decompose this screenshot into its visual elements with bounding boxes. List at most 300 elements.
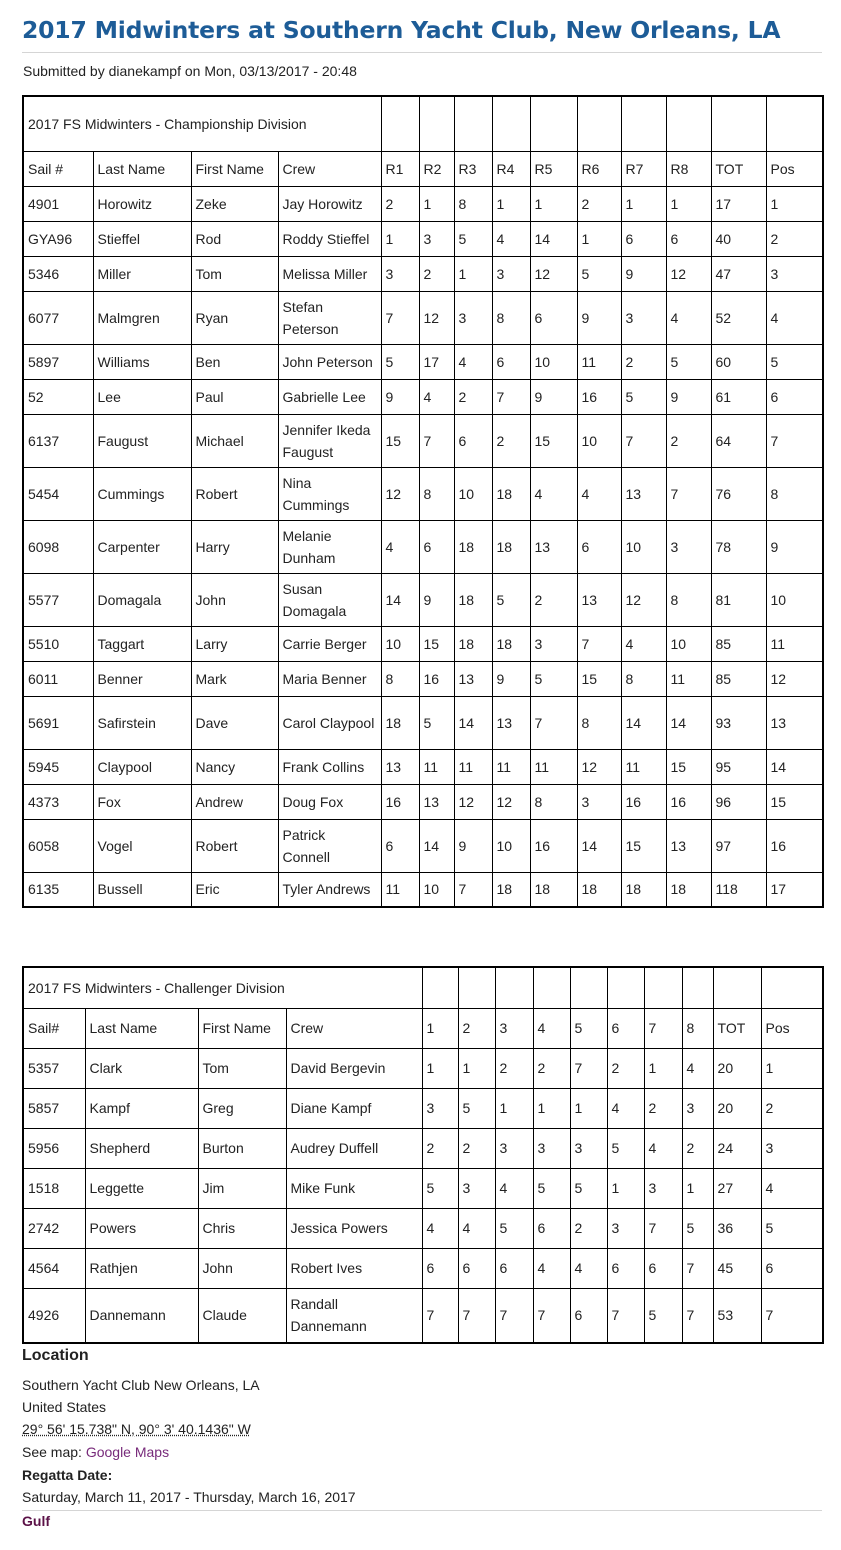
result-cell: Taggart	[93, 626, 191, 661]
result-cell: 8	[381, 661, 419, 696]
result-cell: Robert	[191, 819, 278, 872]
result-cell: Chris	[198, 1208, 286, 1248]
result-cell: Williams	[93, 344, 191, 379]
result-cell: 36	[713, 1208, 761, 1248]
empty-caption-cell	[454, 96, 492, 151]
regatta-date-label: Regatta Date:	[22, 1467, 113, 1483]
result-cell: 2	[381, 186, 419, 221]
result-cell: 81	[711, 573, 766, 626]
result-cell: Burton	[198, 1128, 286, 1168]
result-cell: 18	[454, 520, 492, 573]
result-cell: 6011	[23, 661, 93, 696]
result-cell: 6	[577, 520, 621, 573]
result-cell: 4373	[23, 784, 93, 819]
result-cell: Patrick Connell	[278, 819, 381, 872]
empty-caption-cell	[422, 967, 458, 1008]
result-cell: Leggette	[85, 1168, 198, 1208]
division-caption: 2017 FS Midwinters - Championship Division	[23, 96, 381, 151]
result-row	[23, 414, 823, 467]
result-cell: Larry	[191, 626, 278, 661]
result-cell: 12	[621, 573, 666, 626]
result-cell: 4564	[23, 1248, 85, 1288]
result-cell: 10	[492, 819, 530, 872]
empty-caption-cell	[533, 967, 570, 1008]
result-cell: Horowitz	[93, 186, 191, 221]
result-cell: John Peterson	[278, 344, 381, 379]
result-cell: 2	[422, 1128, 458, 1168]
result-cell: 6058	[23, 819, 93, 872]
column-header: R3	[454, 151, 492, 186]
result-cell: 17	[766, 872, 823, 907]
result-cell: 13	[577, 573, 621, 626]
result-cell: Kampf	[85, 1088, 198, 1128]
result-cell: 6	[644, 1248, 682, 1288]
result-cell: Stefan Peterson	[278, 291, 381, 344]
column-header: 6	[607, 1008, 644, 1048]
result-cell: 6	[492, 344, 530, 379]
result-cell: 5	[766, 344, 823, 379]
header-row	[23, 1008, 823, 1048]
column-header: 1	[422, 1008, 458, 1048]
result-cell: Audrey Duffell	[286, 1128, 422, 1168]
empty-caption-cell	[458, 967, 495, 1008]
result-cell: 20	[713, 1048, 761, 1088]
result-cell: 7	[682, 1248, 713, 1288]
result-row	[23, 1088, 823, 1128]
result-cell: 18	[666, 872, 711, 907]
column-header: Pos	[761, 1008, 823, 1048]
result-cell: 1	[644, 1048, 682, 1088]
result-cell: 13	[419, 784, 454, 819]
result-cell: 6	[381, 819, 419, 872]
result-cell: 96	[711, 784, 766, 819]
result-cell: 6	[607, 1248, 644, 1288]
result-cell: 4	[607, 1088, 644, 1128]
result-cell: 11	[419, 749, 454, 784]
result-cell: 20	[713, 1088, 761, 1128]
result-cell: 6137	[23, 414, 93, 467]
result-cell: 3	[570, 1128, 607, 1168]
division-caption-row	[23, 967, 823, 1008]
result-cell: 6	[621, 221, 666, 256]
result-cell: Maria Benner	[278, 661, 381, 696]
result-cell: 61	[711, 379, 766, 414]
result-cell: 16	[666, 784, 711, 819]
result-cell: 5691	[23, 696, 93, 749]
result-cell: 2	[419, 256, 454, 291]
result-cell: 7	[492, 379, 530, 414]
result-cell: 2	[530, 573, 577, 626]
result-cell: 7	[495, 1288, 533, 1343]
result-cell: 6	[530, 291, 577, 344]
division-caption: 2017 FS Midwinters - Challenger Division	[23, 967, 422, 1008]
see-map-line	[22, 1444, 169, 1460]
result-cell: 17	[711, 186, 766, 221]
result-cell: 1	[381, 221, 419, 256]
result-cell: 2	[458, 1128, 495, 1168]
result-cell: 4	[577, 467, 621, 520]
result-cell: 8	[530, 784, 577, 819]
result-cell: Diane Kampf	[286, 1088, 422, 1128]
result-cell: 9	[492, 661, 530, 696]
column-header: R2	[419, 151, 454, 186]
result-cell: Susan Domagala	[278, 573, 381, 626]
result-cell: 4	[644, 1128, 682, 1168]
result-cell: 18	[621, 872, 666, 907]
empty-caption-cell	[621, 96, 666, 151]
result-cell: 1	[761, 1048, 823, 1088]
result-cell: 4	[454, 344, 492, 379]
result-cell: 1	[533, 1088, 570, 1128]
result-cell: 6	[570, 1288, 607, 1343]
result-cell: 12	[577, 749, 621, 784]
result-cell: 78	[711, 520, 766, 573]
result-cell: 16	[766, 819, 823, 872]
result-cell: Tom	[191, 256, 278, 291]
column-header: First Name	[198, 1008, 286, 1048]
result-cell: 6	[458, 1248, 495, 1288]
result-cell: 3	[419, 221, 454, 256]
result-cell: 1	[682, 1168, 713, 1208]
result-cell: 3	[492, 256, 530, 291]
result-cell: 11	[381, 872, 419, 907]
result-row	[23, 256, 823, 291]
result-cell: David Bergevin	[286, 1048, 422, 1088]
result-cell: 15	[530, 414, 577, 467]
result-cell: Harry	[191, 520, 278, 573]
result-cell: 4901	[23, 186, 93, 221]
column-header: R8	[666, 151, 711, 186]
result-cell: 16	[530, 819, 577, 872]
result-row	[23, 291, 823, 344]
result-cell: 11	[530, 749, 577, 784]
result-cell: 5945	[23, 749, 93, 784]
result-cell: 97	[711, 819, 766, 872]
submitted-byline: Submitted by dianekampf on Mon, 03/13/2017 - 20:48	[23, 63, 357, 79]
result-cell: Robert Ives	[286, 1248, 422, 1288]
column-header: R7	[621, 151, 666, 186]
result-cell: 4	[666, 291, 711, 344]
result-cell: Andrew	[191, 784, 278, 819]
result-cell: 7	[607, 1288, 644, 1343]
result-cell: 10	[621, 520, 666, 573]
result-cell: 5357	[23, 1048, 85, 1088]
google-maps-link[interactable]: Google Maps	[85, 1444, 170, 1460]
result-cell: 11	[492, 749, 530, 784]
column-header: Crew	[278, 151, 381, 186]
empty-caption-cell	[381, 96, 419, 151]
result-cell: Dave	[191, 696, 278, 749]
result-cell: Jennifer Ikeda Faugust	[278, 414, 381, 467]
result-cell: 8	[454, 186, 492, 221]
result-row	[23, 626, 823, 661]
result-cell: 6077	[23, 291, 93, 344]
result-cell: 9	[454, 819, 492, 872]
result-cell: 12	[530, 256, 577, 291]
result-cell: 4	[533, 1248, 570, 1288]
result-cell: 13	[492, 696, 530, 749]
result-cell: 6	[766, 379, 823, 414]
result-row	[23, 1128, 823, 1168]
result-cell: 10	[766, 573, 823, 626]
championship-results-table	[22, 95, 824, 908]
result-cell: 2	[666, 414, 711, 467]
empty-caption-cell	[570, 967, 607, 1008]
result-cell: 5	[422, 1168, 458, 1208]
result-cell: 5857	[23, 1088, 85, 1128]
result-cell: Jim	[198, 1168, 286, 1208]
result-cell: 1	[458, 1048, 495, 1088]
result-cell: 3	[458, 1168, 495, 1208]
result-cell: 1	[577, 221, 621, 256]
result-cell: Jessica Powers	[286, 1208, 422, 1248]
location-venue: Southern Yacht Club New Orleans, LA	[22, 1377, 260, 1393]
result-cell: 5956	[23, 1128, 85, 1168]
column-header: R1	[381, 151, 419, 186]
result-cell: 5	[492, 573, 530, 626]
result-cell: Greg	[198, 1088, 286, 1128]
result-cell: John	[198, 1248, 286, 1288]
result-cell: 95	[711, 749, 766, 784]
result-row	[23, 1048, 823, 1088]
result-cell: GYA96	[23, 221, 93, 256]
result-cell: 10	[577, 414, 621, 467]
result-cell: 4	[682, 1048, 713, 1088]
result-cell: 4	[419, 379, 454, 414]
result-cell: 1	[766, 186, 823, 221]
result-cell: Ben	[191, 344, 278, 379]
column-header: 4	[533, 1008, 570, 1048]
result-row	[23, 467, 823, 520]
result-cell: 52	[711, 291, 766, 344]
result-cell: Vogel	[93, 819, 191, 872]
result-cell: 13	[766, 696, 823, 749]
result-cell: Stieffel	[93, 221, 191, 256]
result-row	[23, 1168, 823, 1208]
result-cell: 11	[577, 344, 621, 379]
result-cell: 1	[570, 1088, 607, 1128]
result-cell: 18	[577, 872, 621, 907]
result-cell: 16	[381, 784, 419, 819]
result-row	[23, 1288, 823, 1343]
result-cell: 4	[570, 1248, 607, 1288]
result-cell: John	[191, 573, 278, 626]
result-cell: 7	[530, 696, 577, 749]
column-header: 3	[495, 1008, 533, 1048]
result-cell: 3	[621, 291, 666, 344]
result-cell: 16	[577, 379, 621, 414]
result-cell: Clark	[85, 1048, 198, 1088]
result-cell: 4	[621, 626, 666, 661]
result-cell: 7	[682, 1288, 713, 1343]
location-country: United States	[22, 1399, 107, 1415]
result-cell: 3	[644, 1168, 682, 1208]
result-cell: 2	[682, 1128, 713, 1168]
result-cell: 10	[419, 872, 454, 907]
result-cell: Tyler Andrews	[278, 872, 381, 907]
result-cell: 7	[458, 1288, 495, 1343]
result-cell: 2	[766, 221, 823, 256]
result-cell: 6	[422, 1248, 458, 1288]
result-cell: 13	[381, 749, 419, 784]
result-cell: Melanie Dunham	[278, 520, 381, 573]
result-cell: Claude	[198, 1288, 286, 1343]
result-cell: Domagala	[93, 573, 191, 626]
result-cell: Gabrielle Lee	[278, 379, 381, 414]
column-header: Pos	[766, 151, 823, 186]
result-cell: Nina Cummings	[278, 467, 381, 520]
result-cell: Rathjen	[85, 1248, 198, 1288]
result-cell: 85	[711, 626, 766, 661]
result-cell: 2	[454, 379, 492, 414]
empty-caption-cell	[682, 967, 713, 1008]
result-cell: 9	[530, 379, 577, 414]
result-cell: 1	[607, 1168, 644, 1208]
result-cell: 12	[492, 784, 530, 819]
result-cell: 16	[621, 784, 666, 819]
result-cell: Mark	[191, 661, 278, 696]
result-row	[23, 379, 823, 414]
result-cell: 13	[530, 520, 577, 573]
empty-caption-cell	[530, 96, 577, 151]
result-cell: 3	[666, 520, 711, 573]
column-header: 7	[644, 1008, 682, 1048]
result-cell: 53	[713, 1288, 761, 1343]
result-cell: 40	[711, 221, 766, 256]
result-cell: 6	[454, 414, 492, 467]
result-cell: 6098	[23, 520, 93, 573]
result-cell: 6	[666, 221, 711, 256]
result-cell: 12	[454, 784, 492, 819]
column-header: Sail#	[23, 1008, 85, 1048]
result-cell: Faugust	[93, 414, 191, 467]
result-cell: 47	[711, 256, 766, 291]
result-cell: 11	[666, 661, 711, 696]
result-cell: 5577	[23, 573, 93, 626]
result-cell: Shepherd	[85, 1128, 198, 1168]
result-cell: 14	[621, 696, 666, 749]
result-cell: Carol Claypool	[278, 696, 381, 749]
result-cell: 5	[644, 1288, 682, 1343]
result-cell: Benner	[93, 661, 191, 696]
tag-gulf-link[interactable]: Gulf	[22, 1513, 50, 1529]
result-cell: 16	[419, 661, 454, 696]
column-header: R5	[530, 151, 577, 186]
result-cell: 3	[495, 1128, 533, 1168]
result-cell: Melissa Miller	[278, 256, 381, 291]
result-cell: Randall Dannemann	[286, 1288, 422, 1343]
result-cell: 5346	[23, 256, 93, 291]
result-cell: 93	[711, 696, 766, 749]
result-cell: 9	[766, 520, 823, 573]
result-cell: Mike Funk	[286, 1168, 422, 1208]
result-cell: 11	[766, 626, 823, 661]
result-cell: 4	[761, 1168, 823, 1208]
empty-caption-cell	[644, 967, 682, 1008]
location-coordinates: 29° 56' 15.738" N, 90° 3' 40.1436" W	[22, 1421, 251, 1437]
result-cell: 5	[682, 1208, 713, 1248]
result-cell: Dannemann	[85, 1288, 198, 1343]
result-cell: 8	[666, 573, 711, 626]
result-cell: Jay Horowitz	[278, 186, 381, 221]
division-caption-row	[23, 96, 823, 151]
result-row	[23, 573, 823, 626]
result-cell: 2	[644, 1088, 682, 1128]
result-cell: 5	[458, 1088, 495, 1128]
empty-caption-cell	[713, 967, 761, 1008]
result-cell: Zeke	[191, 186, 278, 221]
result-cell: 13	[454, 661, 492, 696]
result-cell: 18	[492, 626, 530, 661]
result-cell: 18	[492, 872, 530, 907]
result-cell: 12	[419, 291, 454, 344]
result-cell: 8	[419, 467, 454, 520]
result-cell: 14	[766, 749, 823, 784]
empty-caption-cell	[666, 96, 711, 151]
result-cell: Ryan	[191, 291, 278, 344]
result-cell: Powers	[85, 1208, 198, 1248]
result-cell: 27	[713, 1168, 761, 1208]
result-cell: 14	[577, 819, 621, 872]
result-cell: 15	[666, 749, 711, 784]
result-cell: 12	[666, 256, 711, 291]
result-cell: 10	[530, 344, 577, 379]
result-cell: 7	[766, 414, 823, 467]
empty-caption-cell	[492, 96, 530, 151]
result-cell: Lee	[93, 379, 191, 414]
column-header: R4	[492, 151, 530, 186]
result-row	[23, 872, 823, 907]
empty-caption-cell	[577, 96, 621, 151]
result-row	[23, 1248, 823, 1288]
result-cell: Michael	[191, 414, 278, 467]
regatta-date-value: Saturday, March 11, 2017 - Thursday, March 16, 2017	[22, 1489, 356, 1505]
result-cell: 3	[530, 626, 577, 661]
result-cell: 1	[454, 256, 492, 291]
result-cell: 2	[621, 344, 666, 379]
result-cell: 3	[533, 1128, 570, 1168]
column-header: R6	[577, 151, 621, 186]
result-cell: 7	[644, 1208, 682, 1248]
result-cell: 2	[533, 1048, 570, 1088]
empty-caption-cell	[711, 96, 766, 151]
result-cell: 5	[666, 344, 711, 379]
result-cell: 5510	[23, 626, 93, 661]
result-cell: 15	[381, 414, 419, 467]
result-cell: 3	[577, 784, 621, 819]
location-heading: Location	[22, 1347, 89, 1364]
result-cell: 4	[766, 291, 823, 344]
result-cell: 4	[492, 221, 530, 256]
result-cell: 1518	[23, 1168, 85, 1208]
result-cell: 9	[577, 291, 621, 344]
result-cell: Bussell	[93, 872, 191, 907]
result-cell: 11	[454, 749, 492, 784]
result-cell: 64	[711, 414, 766, 467]
result-row	[23, 186, 823, 221]
column-header: First Name	[191, 151, 278, 186]
result-cell: 9	[666, 379, 711, 414]
empty-caption-cell	[495, 967, 533, 1008]
result-cell: 14	[530, 221, 577, 256]
result-cell: 3	[761, 1128, 823, 1168]
result-cell: 1	[492, 186, 530, 221]
result-cell: 24	[713, 1128, 761, 1168]
result-cell: Nancy	[191, 749, 278, 784]
result-cell: 5	[495, 1208, 533, 1248]
column-header: Crew	[286, 1008, 422, 1048]
result-cell: 76	[711, 467, 766, 520]
